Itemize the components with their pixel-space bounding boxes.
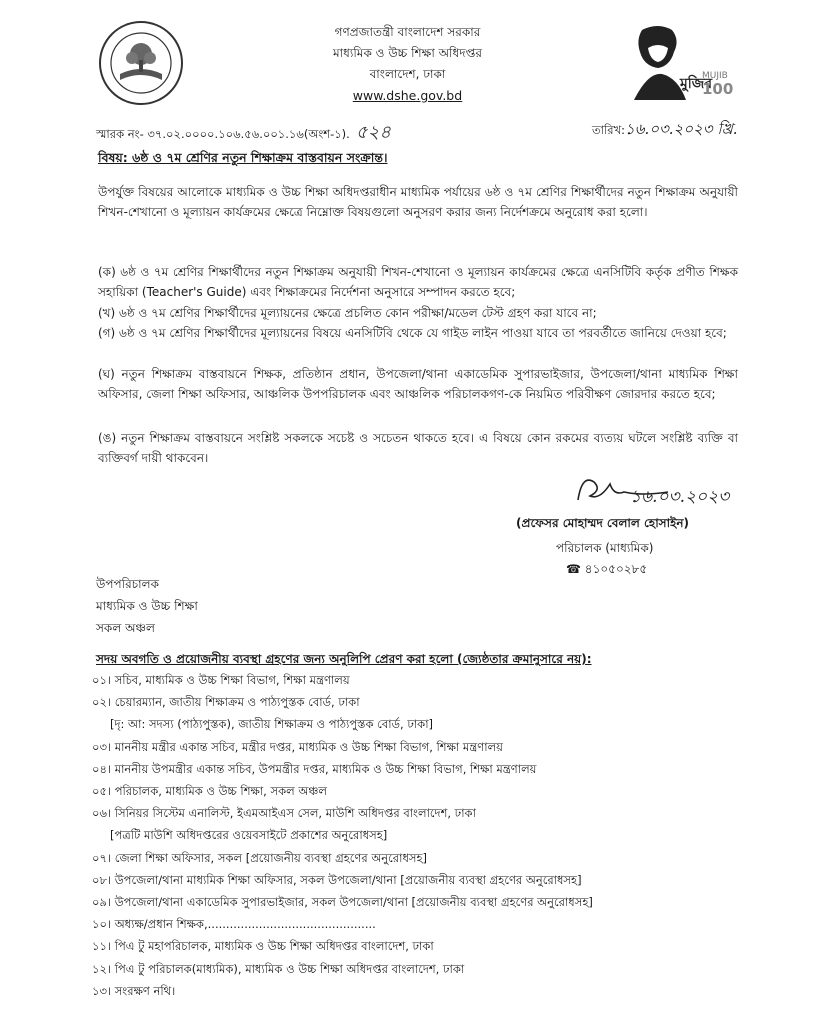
mujib-100-logo-icon xyxy=(628,22,734,100)
telephone-icon: ☎ xyxy=(566,562,581,576)
point-ga: (গ) ৬ষ্ঠ ও ৭ম শ্রেণির শিক্ষার্থীদের মূল্যায়নের বিষয়ে এনসিটিবি থেকে যে গাইড লাইন পাওয়া যাবে তা পরবর্তীতে জানিয়ে দেওয়া হবে; xyxy=(98,326,727,340)
copy-to-heading: সদয় অবগতি ও প্রয়োজনীয় ব্যবস্থা গ্রহণের জন্য অনুলিপি প্রেরণ করা হলো (জ্যেষ্ঠতার ক্রমানুসারে নয়): xyxy=(96,652,592,666)
list-item: ০৫। পরিচালক, মাধ্যমিক ও উচ্চ শিক্ষা, সকল অঞ্চল xyxy=(92,784,327,799)
subject-line: বিষয়: ৬ষ্ঠ ও ৭ম শ্রেণির নতুন শিক্ষাক্রম বাস্তবায়ন সংক্রান্ত। xyxy=(98,150,388,165)
memo-handwritten-number: ৫২৪ xyxy=(355,122,391,143)
recipient-region: সকল অঞ্চল xyxy=(96,621,155,635)
intro-paragraph: উপর্যুক্ত বিষয়ের আলোকে মাধ্যমিক ও উচ্চ শিক্ষা অধিদপ্তরাধীন মাধ্যমিক পর্যায়ের ৬ষ্ঠ ও ৭ম শ্রেণির শিক্ষার্থীদের নতুন শিক্ষাক্রম অনুযায়ী শিখন-শেখানো ও মূল্যায়ন কার্যক্রমের ক্ষেত্রে নিম্নোক্ত বিষয়গুলো অনুসরণ করার জন্য নির্দেশক্রমে অনুরোধ করা হলো। xyxy=(98,185,738,219)
memo-label: স্মারক নং- ৩৭.০২.০০০০.১০৬.৫৬.০০১.১৬(অংশ-১). xyxy=(96,127,350,141)
list-item: ১৩। সংরক্ষণ নথি। xyxy=(92,983,176,998)
location-line: বাংলাদেশ, ঢাকা xyxy=(369,67,446,81)
svg-text:MUJIB: MUJIB xyxy=(702,71,728,81)
point-ka: (ক) ৬ষ্ঠ ও ৭ম শ্রেণির শিক্ষার্থীদের নতুন শিক্ষাক্রম অনুযায়ী শিখন-শেখানো ও মূল্যায়ন কার্যক্রমের ক্ষেত্রে এনসিটিবি কর্তৃক প্রণীত শিক্ষক সহায়িকা (Teacher's Guide) এবং শিক্ষাক্রমের নির্দেশনা অনুসারে সম্পাদন করতে হবে; xyxy=(98,265,738,299)
list-item: ১০। অধ্যক্ষ/প্রধান শিক্ষক,.............................................. xyxy=(92,917,376,932)
memo-number xyxy=(96,118,391,149)
copy-to-list xyxy=(92,669,782,1002)
list-item: ০৬। সিনিয়র সিস্টেম এনালিস্ট, ইএমআইএস সেল, মাউশি অধিদপ্তর বাংলাদেশ, ঢাকা xyxy=(92,806,476,821)
mujib-logo-text: মুজিব xyxy=(680,76,713,92)
point-kha: (খ) ৬ষ্ঠ ও ৭ম শ্রেণির শিক্ষার্থীদের মূল্যায়নের ক্ষেত্রে প্রচলিত কোন পরীক্ষা/মডেল টেস্ট গ্রহণ করা যাবে না; xyxy=(98,306,597,320)
list-item: ০৮। উপজেলা/থানা মাধ্যমিক শিক্ষা অফিসার, সকল উপজেলা/থানা [প্রয়োজনীয় ব্যবস্থা গ্রহণের অনুরোধসহ] xyxy=(92,872,582,887)
list-item: ০৭। জেলা শিক্ষা অফিসার, সকল [প্রয়োজনীয় ব্যবস্থা গ্রহণের অনুরোধসহ] xyxy=(92,850,428,865)
recipient-department: মাধ্যমিক ও উচ্চ শিক্ষা xyxy=(96,599,198,613)
memo-date xyxy=(592,118,738,143)
recipient-title: উপপরিচালক xyxy=(96,577,159,591)
website-link[interactable]: www.dshe.gov.bd xyxy=(352,88,463,103)
list-item: ০৪। মাননীয় উপমন্ত্রীর একান্ত সচিব, উপমন্ত্রীর দপ্তর, মাধ্যমিক ও উচ্চ শিক্ষা বিভাগ, শিক্ষা মন্ত্রণালয় xyxy=(92,761,537,776)
signature xyxy=(572,470,772,510)
education-ministry-seal-icon xyxy=(98,20,184,106)
department-title: মাধ্যমিক ও উচ্চ শিক্ষা অধিদপ্তর xyxy=(333,46,482,60)
list-item-note: [দৃ: আ: সদস্য (পাঠ্যপুস্তক), জাতীয় শিক্ষাক্রম ও পাঠ্যপুস্তক বোর্ড, ঢাকা] xyxy=(110,717,434,732)
signature-date: ১৬.০৩.২০২৩ xyxy=(630,487,730,507)
signatory-phone xyxy=(566,561,647,581)
list-item-note: [পত্রটি মাউশি অধিদপ্তরের ওয়েবসাইটে প্রকাশের অনুরোধসহ] xyxy=(110,828,388,843)
list-item: ০৯। উপজেলা/থানা একাডেমিক সুপারভাইজার, সকল উপজেলা/থানা [প্রয়োজনীয় ব্যবস্থা গ্রহণের অনুরোধসহ] xyxy=(92,895,593,910)
point-umo: (ঙ) নতুন শিক্ষাক্রম বাস্তবায়নে সংশ্লিষ্ট সকলকে সচেষ্ট ও সচেতন থাকতে হবে। এ বিষয়ে কোন রকমের ব্যত্যয় ঘটলে সংশ্লিষ্ট ব্যক্তি বা ব্যক্তিবর্গ দায়ী থাকবেন। xyxy=(98,431,738,465)
list-item: ১২। পিএ টু পরিচালক(মাধ্যমিক), মাধ্যমিক ও উচ্চ শিক্ষা অধিদপ্তর বাংলাদেশ, ঢাকা xyxy=(92,961,465,976)
phone-number: ৪১০৫০২৮৫ xyxy=(584,562,648,576)
signatory-name: (প্রফেসর মোহাম্মদ বেলাল হোসাইন) xyxy=(516,516,689,530)
list-item: ০২। চেয়ারম্যান, জাতীয় শিক্ষাক্রম ও পাঠ্যপুস্তক বোর্ড, ঢাকা xyxy=(92,695,360,710)
date-label: তারিখ: xyxy=(592,123,626,137)
point-gha: (ঘ) নতুন শিক্ষাক্রম বাস্তবায়নে শিক্ষক, প্রতিষ্ঠান প্রধান, উপজেলা/থানা একাডেমিক সুপারভাইজার, উপজেলা/থানা মাধ্যমিক শিক্ষা অফিসার, জেলা শিক্ষা অফিসার, আঞ্চলিক উপপরিচালক এবং আঞ্চলিক পরিচালকগণ-কে নিয়মিত পরিবীক্ষণ জোরদার করতে হবে; xyxy=(98,367,738,401)
date-value: ১৬.০৩.২০২৩ খ্রি. xyxy=(625,120,738,138)
govt-title: গণপ্রজাতন্ত্রী বাংলাদেশ সরকার xyxy=(334,25,481,39)
list-item: ০৩। মাননীয় মন্ত্রীর একান্ত সচিব, মন্ত্রীর দপ্তর, মাধ্যমিক ও উচ্চ শিক্ষা বিভাগ, শিক্ষা মন্ত্রণালয় xyxy=(92,739,503,754)
list-item: ১১। পিএ টু মহাপরিচালক, মাধ্যমিক ও উচ্চ শিক্ষা অধিদপ্তর বাংলাদেশ, ঢাকা xyxy=(92,939,434,954)
svg-text:100: 100 xyxy=(702,80,734,98)
letterhead xyxy=(250,22,565,106)
list-item: ০১। সচিব, মাধ্যমিক ও উচ্চ শিক্ষা বিভাগ, শিক্ষা মন্ত্রণালয় xyxy=(92,673,350,687)
signatory-title: পরিচালক (মাধ্যমিক) xyxy=(556,541,654,555)
